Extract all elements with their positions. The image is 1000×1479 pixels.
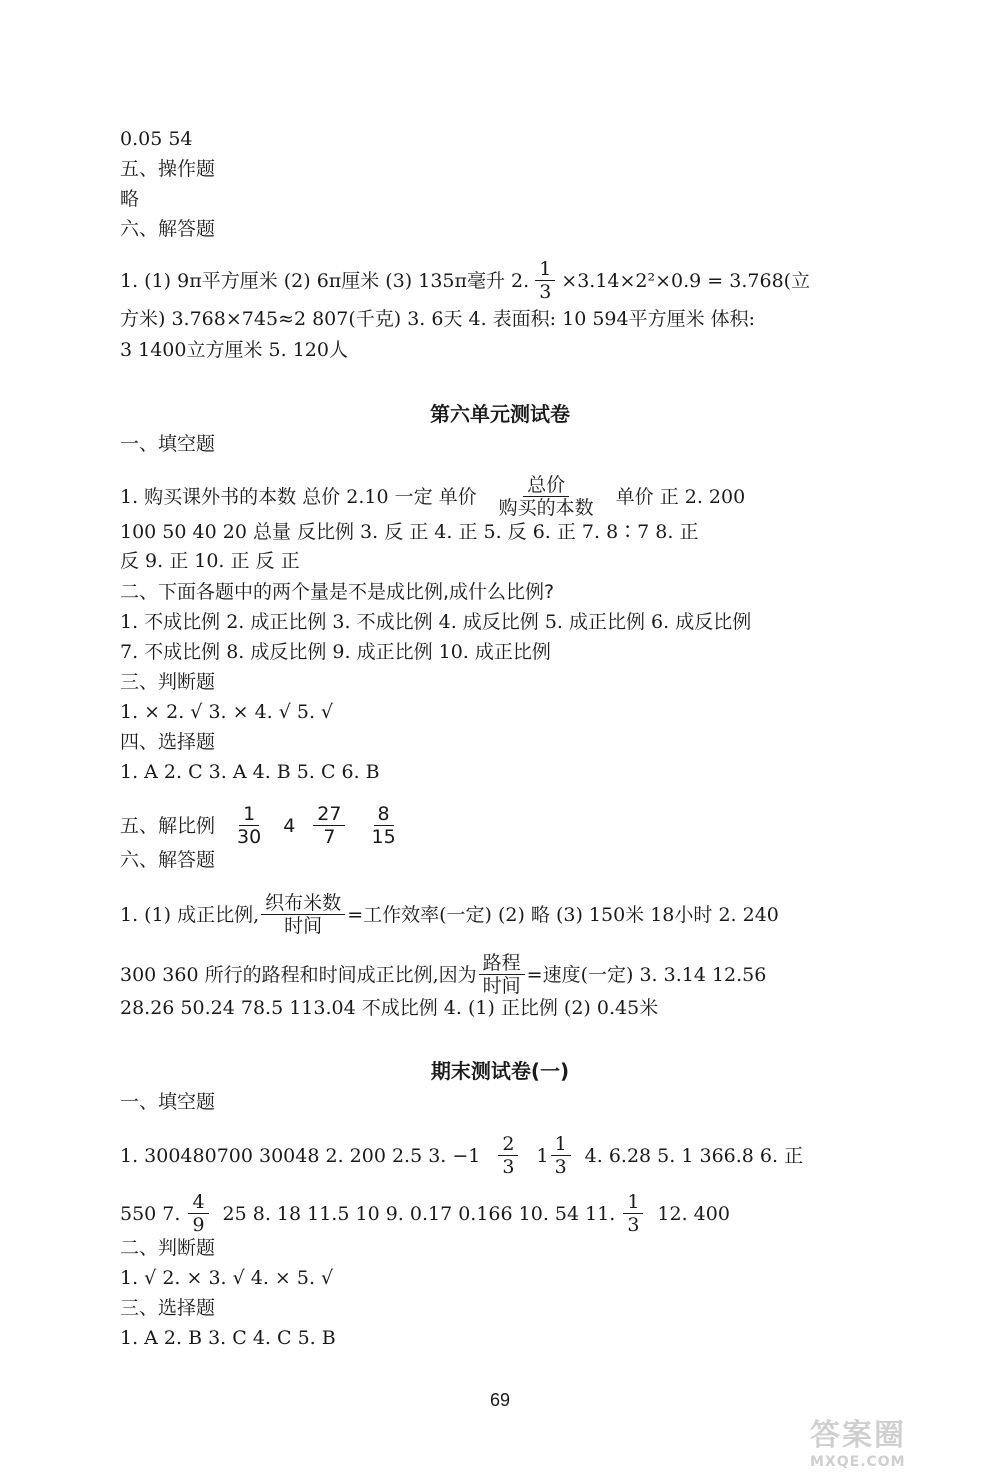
answer-line (120, 699, 940, 725)
answer-text: 略 (120, 188, 140, 210)
answer-line (120, 337, 940, 363)
fraction (261, 892, 345, 937)
fraction (188, 1191, 208, 1236)
answer-text: 1. A 2. C 3. A 4. B 5. C 6. B (120, 761, 380, 783)
heading-text: 五、解比例 (120, 814, 216, 837)
answer-line (120, 1133, 940, 1178)
fraction (479, 952, 525, 997)
answer-line (120, 892, 940, 937)
heading-text: 三、选择题 (120, 1297, 216, 1319)
answer-line (120, 186, 940, 212)
section-heading (120, 156, 940, 182)
answer-text: 1. 不成比例 2. 成正比例 3. 不成比例 4. 成反比例 5. 成正比例 6. 成反比例 (120, 611, 752, 633)
fraction-numerator: 1 (535, 258, 555, 281)
answer-line (120, 803, 940, 848)
fraction-numerator: 4 (188, 1191, 208, 1214)
section-heading (120, 1295, 940, 1321)
section-heading (120, 729, 940, 755)
section-heading (120, 1235, 940, 1261)
section-heading (120, 847, 940, 873)
answer-text: 1. 购买课外书的本数 总价 2.10 一定 单价 (120, 485, 477, 508)
section-title: 第六单元测试卷 (430, 402, 570, 426)
answer-text: 1 (536, 1144, 549, 1167)
answer-text: 1. × 2. √ 3. × 4. √ 5. √ (120, 701, 334, 723)
answer-text: 单价 正 2. 200 (615, 485, 746, 508)
fraction-numerator: 1 (239, 803, 259, 826)
answer-line (120, 1265, 940, 1291)
fraction-denominator: 3 (539, 281, 552, 303)
answer-text: 反 9. 正 10. 正 反 正 (120, 550, 300, 572)
section-heading (120, 431, 940, 457)
fraction-denominator: 时间 (482, 975, 521, 997)
answer-text: 3 1400立方厘米 5. 120人 (120, 339, 348, 361)
answer-line (120, 952, 940, 997)
heading-text: 一、填空题 (120, 433, 216, 455)
answer-text: ×3.14×2²×0.9 = 3.768(立 (561, 269, 811, 292)
fraction (623, 1191, 643, 1236)
fraction-numerator: 路程 (479, 952, 525, 975)
answer-text: 550 7. (120, 1202, 181, 1225)
answer-text: =工作效率(一定) (2) 略 (3) 150米 18小时 2. 240 (347, 903, 779, 926)
answer-line (120, 639, 940, 665)
fraction (551, 1133, 571, 1178)
watermark-text: 答案圈 (810, 1418, 906, 1453)
answer-line (120, 609, 940, 635)
fraction (367, 803, 399, 848)
fraction-denominator: 3 (502, 1156, 515, 1178)
answer-text: 300 360 所行的路程和时间成正比例,因为 (120, 963, 477, 986)
fraction (313, 803, 345, 848)
heading-text: 二、下面各题中的两个量是不是成比例,成什么比例? (120, 581, 555, 603)
answer-line (120, 548, 940, 574)
answer-line (120, 258, 940, 303)
answer-text: 4 (283, 814, 296, 837)
answer-text: =速度(一定) 3. 3.14 12.56 (526, 963, 767, 986)
fraction-denominator: 15 (371, 826, 396, 848)
fraction-numerator: 8 (374, 803, 394, 826)
answer-text: 方米) 3.768×745≈2 807(千克) 3. 6天 4. 表面积: 10 594平方厘米 体积: (120, 308, 756, 330)
fraction-denominator: 30 (237, 826, 262, 848)
heading-text: 五、操作题 (120, 158, 216, 180)
section-heading (120, 579, 940, 605)
heading-text: 一、填空题 (120, 1091, 216, 1113)
fraction-denominator: 3 (554, 1156, 567, 1178)
watermark-logo (810, 1410, 990, 1470)
heading-text: 六、解答题 (120, 218, 216, 240)
answer-text: 1. √ 2. × 3. √ 4. × 5. √ (120, 1267, 334, 1289)
answer-text: 1. A 2. B 3. C 4. C 5. B (120, 1327, 336, 1349)
fraction-denominator: 7 (323, 826, 336, 848)
answer-text: 1. 300480700 30048 2. 200 2.5 3. −1 (120, 1144, 481, 1167)
fraction (233, 803, 265, 848)
section-heading (120, 669, 940, 695)
answer-line (120, 126, 940, 152)
answer-text: 12. 400 (657, 1202, 730, 1225)
answer-line (120, 1325, 940, 1351)
answer-text: 25 8. 18 11.5 10 9. 0.17 0.166 10. 54 11. (222, 1202, 616, 1225)
section-heading (120, 216, 940, 242)
fraction-denominator: 9 (192, 1214, 205, 1236)
fraction-numerator: 1 (623, 1191, 643, 1214)
fraction-numerator: 2 (498, 1133, 518, 1156)
answer-text: 100 50 40 20 总量 反比例 3. 反 正 4. 正 5. 反 6. 正 7. 8∶7 8. 正 (120, 521, 699, 543)
fraction (498, 1133, 518, 1178)
heading-text: 四、选择题 (120, 731, 216, 753)
answer-line (120, 474, 940, 519)
fraction (495, 474, 598, 519)
watermark-url: MXQE.COM (810, 1454, 906, 1470)
section-heading (120, 1089, 940, 1115)
fraction-denominator: 时间 (284, 915, 323, 937)
answer-text: 4. 6.28 5. 1 366.8 6. 正 (584, 1144, 804, 1167)
answer-line (120, 995, 940, 1021)
heading-text: 三、判断题 (120, 671, 216, 693)
heading-text: 六、解答题 (120, 849, 216, 871)
answer-text: 0.05 54 (120, 128, 193, 150)
fraction-denominator: 购买的本数 (498, 497, 594, 519)
fraction-denominator: 3 (627, 1214, 640, 1236)
answer-line (120, 519, 940, 545)
fraction-numerator: 总价 (523, 474, 569, 497)
answer-text: 1. (1) 9π平方厘米 (2) 6π厘米 (3) 135π毫升 2. (120, 269, 530, 292)
answer-line (120, 759, 940, 785)
answer-line (120, 306, 940, 332)
fraction (535, 258, 555, 303)
page-number: 69 (489, 1390, 511, 1410)
answer-text: 1. (1) 成正比例, (120, 903, 260, 926)
answer-text: 7. 不成比例 8. 成反比例 9. 成正比例 10. 成正比例 (120, 641, 551, 663)
heading-text: 二、判断题 (120, 1237, 216, 1259)
answer-line (120, 1191, 940, 1236)
fraction-numerator: 织布米数 (261, 892, 345, 915)
fraction-numerator: 1 (551, 1133, 571, 1156)
answer-text: 28.26 50.24 78.5 113.04 不成比例 4. (1) 正比例 (2) 0.45米 (120, 997, 659, 1019)
fraction-numerator: 27 (313, 803, 345, 826)
section-title: 期末测试卷(一) (430, 1059, 570, 1083)
